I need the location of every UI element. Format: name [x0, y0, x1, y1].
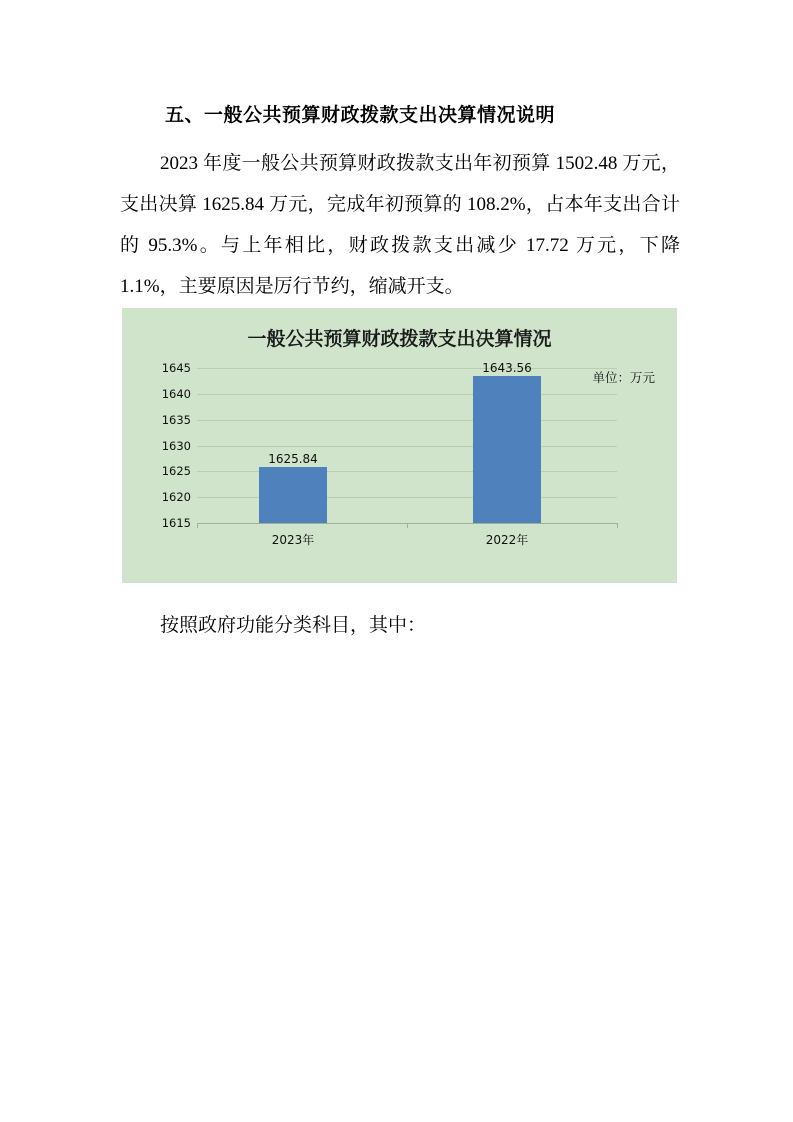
chart-title: 一般公共预算财政拨款支出决算情况	[247, 328, 552, 350]
closing-paragraph: 按照政府功能分类科目，其中：	[160, 615, 427, 636]
bar-2023	[259, 467, 327, 523]
y-axis-tick-label: 1625	[161, 464, 191, 479]
gridline	[197, 394, 617, 395]
x-axis-tick	[197, 523, 198, 528]
bar-value-label-2022: 1643.56	[482, 361, 532, 375]
bar-value-label-2023: 1625.84	[268, 452, 318, 466]
y-axis-tick-label: 1645	[161, 361, 191, 375]
x-axis-tick	[407, 523, 408, 528]
x-axis-tick	[617, 523, 618, 528]
page-title: 五、一般公共预算财政拨款支出决算情况说明	[165, 104, 556, 126]
y-axis-tick-label: 1620	[161, 490, 191, 505]
body-paragraph: 2023 年度一般公共预算财政拨款支出年初预算 1502.48 万元，支出决算 1625.84 万元，完成年初预算的 108.2%，占本年支出合计的 95.3%。与上年相比，财政拨款支出减少 17.72 万元，下降 1.1%，主要原因是厉行节约，缩减开支。	[120, 153, 680, 297]
category-label-2022: 2022年	[485, 533, 529, 547]
gridline	[197, 420, 617, 421]
y-axis-tick-label: 1630	[161, 438, 191, 453]
chart-plot-area	[161, 361, 617, 547]
y-axis-tick-label: 1640	[161, 386, 191, 401]
chart-unit-note: 单位：万元	[592, 370, 655, 385]
y-axis-tick-label: 1635	[161, 412, 191, 427]
gridline	[197, 368, 617, 369]
bar-2022	[473, 376, 541, 523]
chart-container	[122, 308, 677, 583]
gridline	[197, 446, 617, 447]
category-label-2023: 2023年	[271, 533, 315, 547]
y-axis-tick-label: 1615	[161, 516, 191, 530]
